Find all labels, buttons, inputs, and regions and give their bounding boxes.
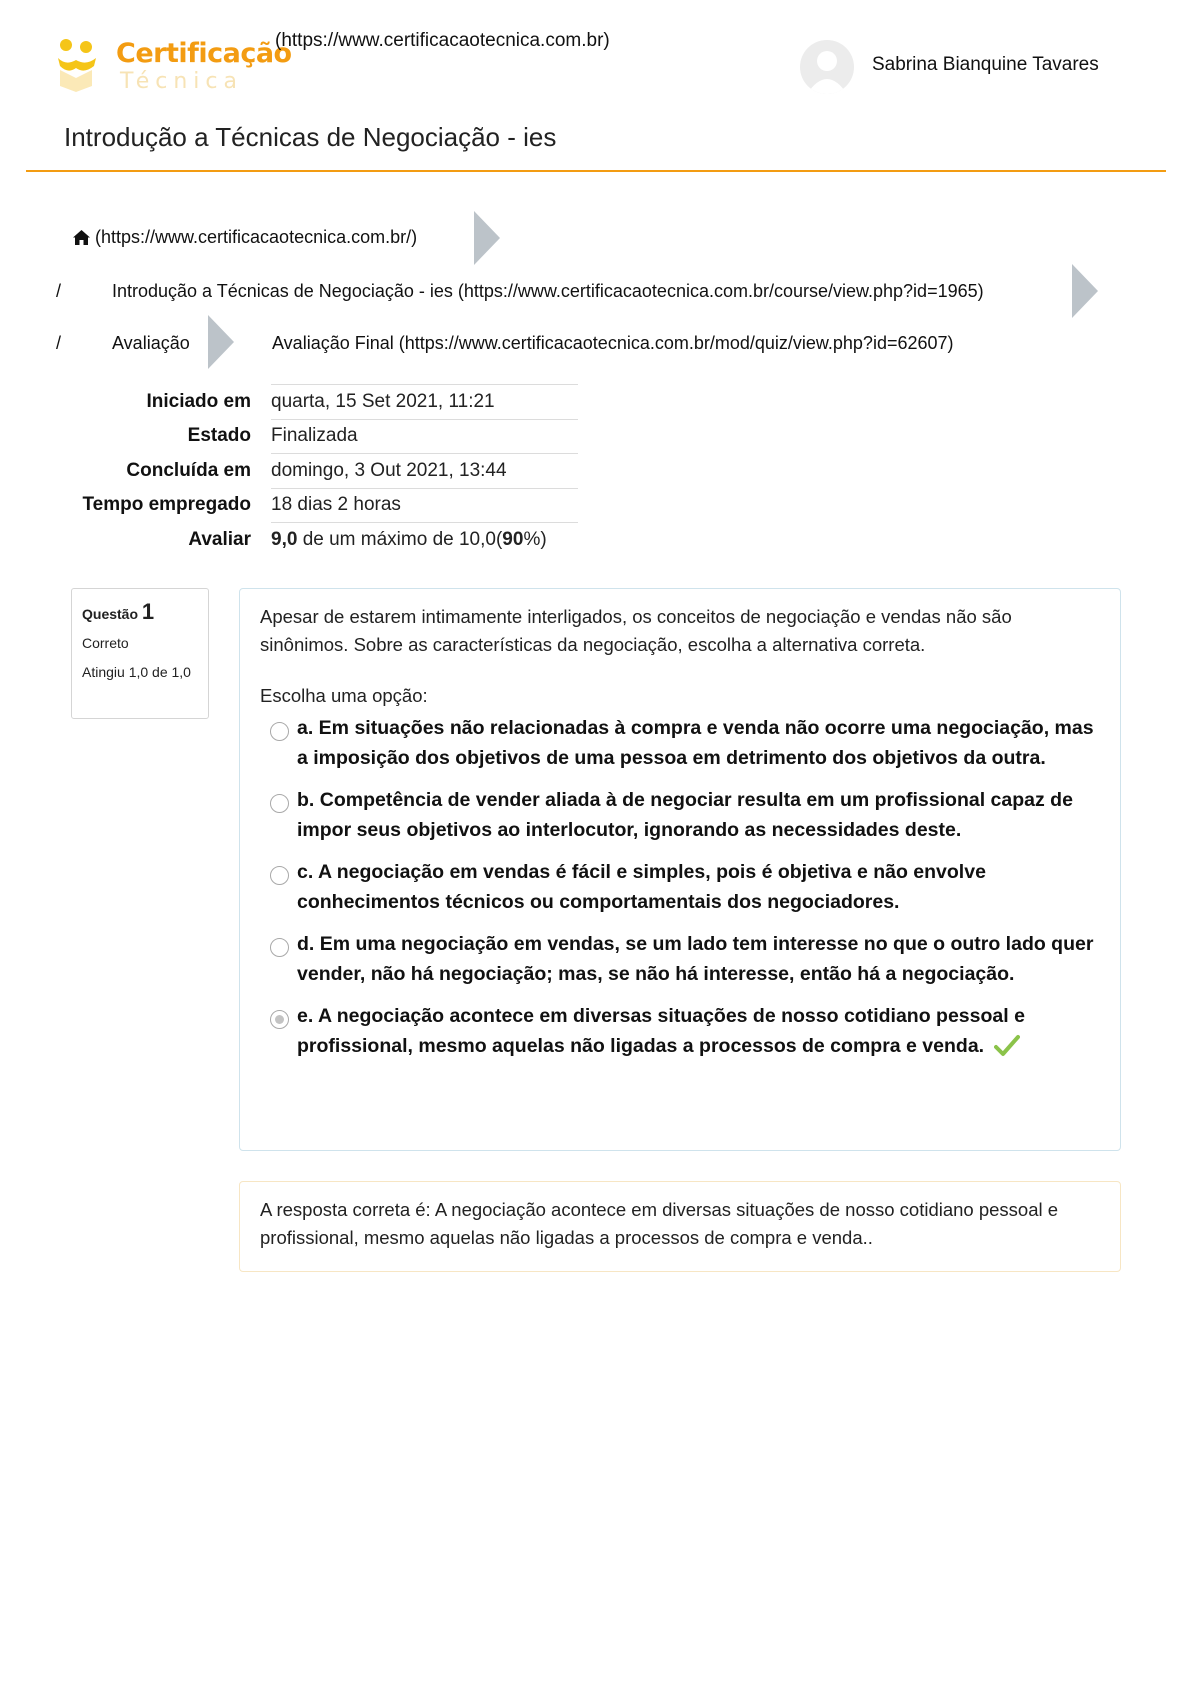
- radio-button[interactable]: [270, 722, 289, 741]
- question-info: [71, 588, 209, 719]
- grade-value: [271, 523, 578, 558]
- question-text: Apesar de estarem intimamente interligados, os conceitos de negociação e vendas não são sinônimos. Sobre as características da negociação, escolha a alternativa correta.: [260, 606, 1012, 655]
- grade-end: %): [523, 529, 547, 550]
- breadcrumb-separator: /: [56, 281, 62, 301]
- attempt-summary-table: [71, 384, 578, 557]
- user-name[interactable]: Sabrina Bianquine Tavares: [872, 54, 1099, 75]
- radio-button[interactable]: [270, 794, 289, 813]
- started-value: quarta, 15 Set 2021, 11:21: [271, 385, 578, 420]
- breadcrumb-chevron-icon: [208, 315, 234, 369]
- answer-option-c[interactable]: [260, 857, 1100, 917]
- state-label: Estado: [187, 425, 251, 447]
- grade-score: 9,0: [271, 529, 298, 550]
- breadcrumb-course[interactable]: Introdução a Técnicas de Negociação - ies (https://www.certificacaotecnica.com.br/course/view.php?id=1965): [112, 281, 984, 301]
- question-mark: Atingiu 1,0 de 1,0: [82, 664, 191, 680]
- breadcrumb-chevron-icon: [474, 211, 500, 265]
- question-number: [82, 599, 198, 625]
- page-title: Introdução a Técnicas de Negociação - ies: [64, 122, 557, 152]
- answer-options: [260, 713, 1100, 1061]
- question-content: [239, 588, 1121, 1151]
- breadcrumb-home-label: (https://www.certificacaotecnica.com.br/): [95, 227, 418, 247]
- summary-row-state: [71, 419, 578, 454]
- site-logo[interactable]: [56, 36, 292, 94]
- answer-option-a[interactable]: [260, 713, 1100, 773]
- check-icon: [994, 1034, 1020, 1058]
- correct-answer-feedback: A resposta correta é: A negociação acontece em diversas situações de nosso cotidiano pessoal e profissional, mesmo aquelas não ligadas a processos de compra e venda..: [239, 1181, 1121, 1272]
- breadcrumb-section[interactable]: Avaliação: [112, 333, 190, 353]
- breadcrumb-quiz[interactable]: Avaliação Final (https://www.certificacaotecnica.com.br/mod/quiz/view.php?id=62607): [272, 333, 954, 353]
- logo-figure-icon: [56, 36, 112, 92]
- site-url-link[interactable]: (https://www.certificacaotecnica.com.br): [275, 30, 610, 51]
- time-label: Tempo empregado: [82, 494, 251, 516]
- radio-button[interactable]: [270, 938, 289, 957]
- user-avatar-icon[interactable]: [800, 40, 854, 94]
- state-value: Finalizada: [271, 419, 578, 454]
- completed-label: Concluída em: [126, 459, 251, 481]
- radio-button[interactable]: [270, 866, 289, 885]
- grade-middle: de um máximo de 10,0(: [297, 529, 503, 550]
- question-status: Correto: [82, 635, 129, 651]
- started-label: Iniciado em: [146, 390, 251, 412]
- question-label: Questão: [82, 606, 139, 622]
- answer-option-e[interactable]: [260, 1001, 1100, 1061]
- answer-option-text: d. Em uma negociação em vendas, se um lado tem interesse no que o outro lado quer vender, não há negociação; mas, se não há interesse, então há a negociação.: [297, 933, 1094, 985]
- breadcrumb-separator: /: [56, 333, 62, 353]
- question-number-value: 1: [141, 599, 155, 624]
- grade-percent: 90: [502, 529, 524, 550]
- question-prompt: Escolha uma opção:: [260, 685, 428, 706]
- answer-option-text: c. A negociação em vendas é fácil e simples, pois é objetiva e não envolve conhecimentos técnicos ou comportamentais dos negociadores.: [297, 861, 986, 913]
- home-icon: [72, 229, 91, 246]
- time-value: 18 dias 2 horas: [271, 488, 578, 523]
- answer-option-text: a. Em situações não relacionadas à compra e venda não ocorre uma negociação, mas a imposição dos objetivos de uma pessoa em detrimento dos objetivos da outra.: [297, 717, 1094, 769]
- breadcrumb-home[interactable]: [72, 227, 417, 248]
- answer-option-text: e. A negociação acontece em diversas situações de nosso cotidiano pessoal e profissional, mesmo aquelas não ligadas a processos de compra e venda.: [297, 1005, 1025, 1057]
- answer-option-text: b. Competência de vender aliada à de negociar resulta em um profissional capaz de impor seus objetivos ao interlocutor, ignorando as necessidades deste.: [297, 789, 1073, 841]
- logo-text: Certificação: [116, 38, 292, 69]
- answer-option-d[interactable]: [260, 929, 1100, 989]
- header-divider: [26, 170, 1166, 172]
- radio-button-selected[interactable]: [270, 1010, 289, 1029]
- summary-row-started: [71, 385, 578, 420]
- summary-row-time: [71, 488, 578, 523]
- answer-option-b[interactable]: [260, 785, 1100, 845]
- grade-label: Avaliar: [188, 528, 251, 550]
- completed-value: domingo, 3 Out 2021, 13:44: [271, 454, 578, 489]
- summary-row-grade: [71, 523, 578, 558]
- breadcrumb-chevron-icon: [1072, 264, 1098, 318]
- logo-subtext: Técnica: [120, 69, 243, 94]
- summary-row-completed: [71, 454, 578, 489]
